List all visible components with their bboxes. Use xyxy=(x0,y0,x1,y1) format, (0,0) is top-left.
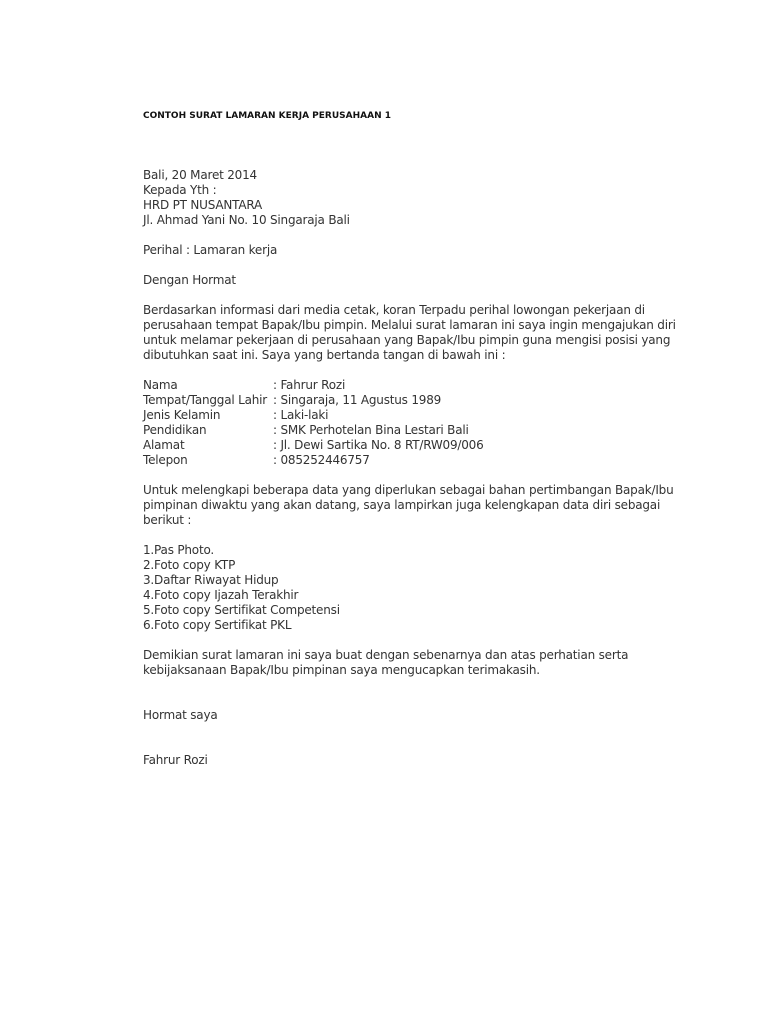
identity-label: Alamat xyxy=(143,438,185,452)
intro-line: Berdasarkan informasi dari media cetak, koran Terpadu perihal lowongan pekerjaan di xyxy=(143,303,645,317)
identity-row xyxy=(143,453,703,468)
intro-line: dibutuhkan saat ini. Saya yang bertanda tangan di bawah ini : xyxy=(143,348,506,362)
closing-line: Demikian surat lamaran ini saya buat dengan sebenarnya dan atas perhatian serta xyxy=(143,648,629,662)
identity-row xyxy=(143,408,703,423)
identity-value: : Laki-laki xyxy=(273,408,329,422)
list-item: 5.Foto copy Sertifikat Competensi xyxy=(143,603,340,617)
identity-label: Tempat/Tanggal Lahir xyxy=(143,393,268,407)
intro-line: untuk melamar pekerjaan di perusahaan yang Bapak/Ibu pimpin guna mengisi posisi yang xyxy=(143,333,671,347)
list-item: 3.Daftar Riwayat Hidup xyxy=(143,573,279,587)
signer-name: Fahrur Rozi xyxy=(143,753,208,767)
identity-value: : SMK Perhotelan Bina Lestari Bali xyxy=(273,423,469,437)
identity-row xyxy=(143,378,703,393)
letter-subject: Perihal : Lamaran kerja xyxy=(143,243,278,257)
letter-date: Bali, 20 Maret 2014 xyxy=(143,168,257,182)
identity-row xyxy=(143,423,703,438)
attachment-list xyxy=(143,543,703,633)
sign-off: Hormat saya xyxy=(143,708,218,722)
attachment-intro-line: pimpinan diwaktu yang akan datang, saya lampirkan juga kelengkapan data diri sebagai xyxy=(143,498,661,512)
identity-row xyxy=(143,438,703,453)
intro-line: perusahaan tempat Bapak/Ibu pimpin. Melalui surat lamaran ini saya ingin mengajukan diri xyxy=(143,318,676,332)
letter-header xyxy=(143,168,703,228)
identity-value: : 085252446757 xyxy=(273,453,370,467)
letter-body xyxy=(143,109,703,768)
recipient-salutation: Kepada Yth : xyxy=(143,183,217,197)
letter-greeting: Dengan Hormat xyxy=(143,273,236,287)
identity-value: : Jl. Dewi Sartika No. 8 RT/RW09/006 xyxy=(273,438,484,452)
list-item: 1.Pas Photo. xyxy=(143,543,215,557)
identity-value: : Fahrur Rozi xyxy=(273,378,346,392)
recipient-address: Jl. Ahmad Yani No. 10 Singaraja Bali xyxy=(143,213,350,227)
attachment-intro-line: Untuk melengkapi beberapa data yang diperlukan sebagai bahan pertimbangan Bapak/Ibu xyxy=(143,483,674,497)
intro-paragraph xyxy=(143,303,703,363)
list-item: 2.Foto copy KTP xyxy=(143,558,236,572)
document-title: CONTOH SURAT LAMARAN KERJA PERUSAHAAN 1 xyxy=(143,111,392,121)
closing-line: kebijaksanaan Bapak/Ibu pimpinan saya mengucapkan terimakasih. xyxy=(143,663,540,677)
identity-row xyxy=(143,393,703,408)
identity-table xyxy=(143,378,703,468)
attachment-intro-paragraph xyxy=(143,483,703,528)
identity-value: : Singaraja, 11 Agustus 1989 xyxy=(273,393,442,407)
identity-label: Jenis Kelamin xyxy=(143,408,221,422)
closing-paragraph xyxy=(143,648,703,678)
attachment-intro-line: berikut : xyxy=(143,513,192,527)
recipient-company: HRD PT NUSANTARA xyxy=(143,198,263,212)
identity-label: Nama xyxy=(143,378,178,392)
identity-label: Pendidikan xyxy=(143,423,207,437)
identity-label: Telepon xyxy=(143,453,188,467)
list-item: 4.Foto copy Ijazah Terakhir xyxy=(143,588,299,602)
list-item: 6.Foto copy Sertifikat PKL xyxy=(143,618,292,632)
